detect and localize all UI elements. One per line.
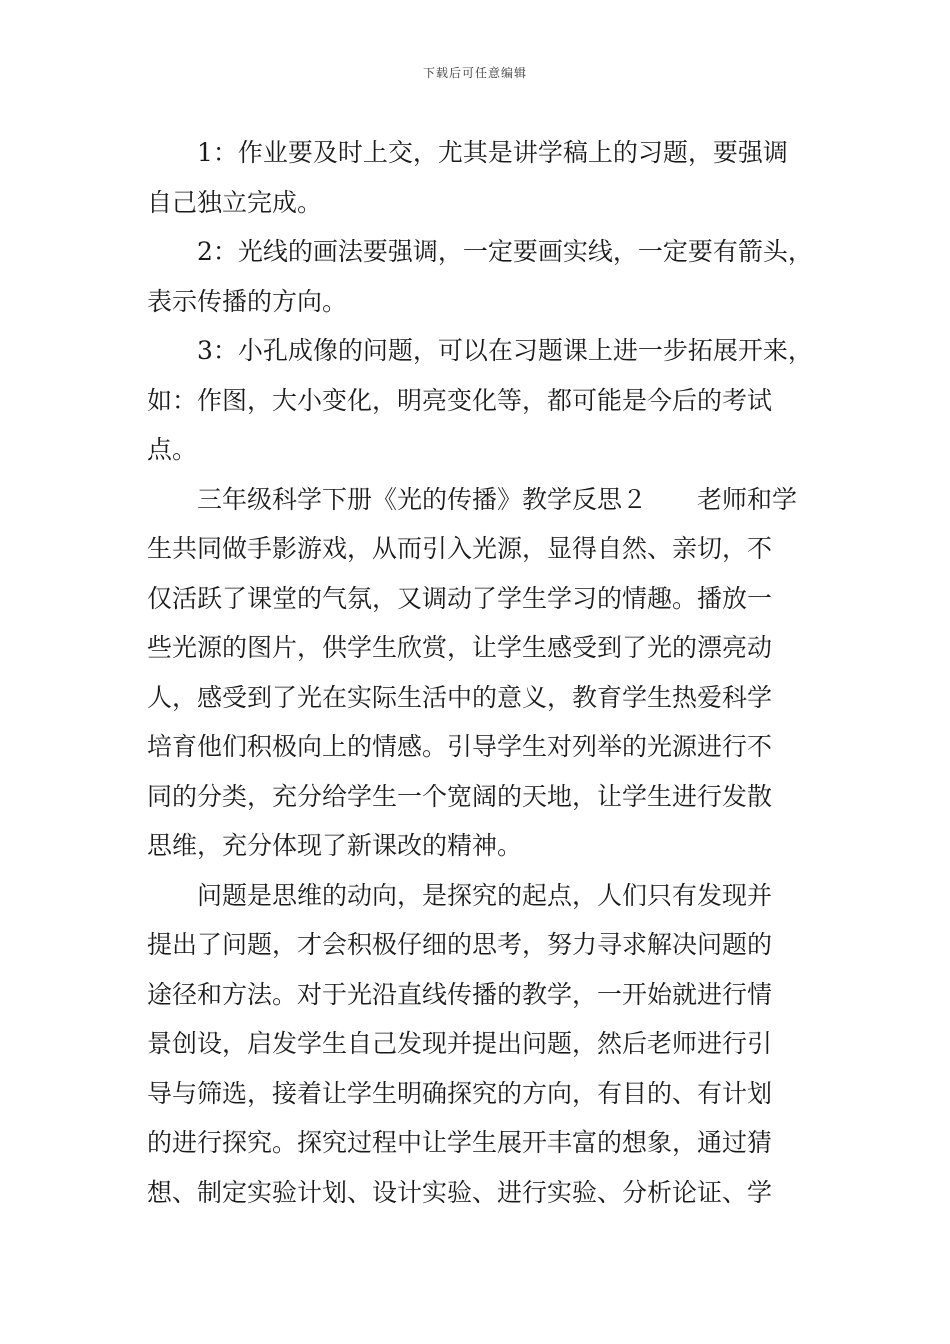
text-line: 三年级科学下册《光的传播》教学反思２ 老师和学 [197,484,798,514]
text-line: 问题是思维的动向，是探究的起点，人们只有发现并 [197,880,773,910]
text-line: 点。 [147,435,198,464]
text-line: 3：小孔成像的问题，可以在习题课上进一步拓展开来， [197,336,813,365]
text-line: 人，感受到了光在实际生活中的意义，教育学生热爱科学 [147,682,773,712]
text-line: 些光源的图片，供学生欣赏，让学生感受到了光的漂亮动 [147,633,773,662]
text-line: 培育他们积极向上的情感。引导学生对列举的光源进行不 [147,732,773,761]
text-line: 2：光线的画法要强调，一定要画实线，一定要有箭头， [197,237,813,266]
text-line: 生共同做手影游戏，从而引入光源，显得自然、亲切，不 [147,534,773,563]
text-line: 1：作业要及时上交，尤其是讲学稿上的习题，要强调 [197,138,788,167]
text-line: 景创设，启发学生自己发现并提出问题，然后老师进行引 [147,1029,773,1058]
text-line: 自己独立完成。 [147,187,323,217]
page-header: 下载后可任意编辑 [422,66,527,80]
text-line: 途径和方法。对于光沿直线传播的教学，一开始就进行情 [147,979,773,1009]
text-line: 的进行探究。探究过程中让学生展开丰富的想象，通过猜 [147,1128,773,1157]
text-line: 思维，充分体现了新课改的精神。 [147,831,523,860]
text-line: 表示传播的方向。 [147,286,348,316]
document-body [147,128,813,1217]
text-line: 仅活跃了课堂的气氛，又调动了学生学习的情趣。播放一 [147,583,773,613]
text-line: 提出了问题，才会积极仔细的思考，努力寻求解决问题的 [147,930,773,959]
text-line: 导与筛选，接着让学生明确探究的方向，有目的、有计划 [147,1078,773,1108]
text-line: 如：作图，大小变化，明亮变化等，都可能是今后的考试 [147,385,773,415]
text-line: 同的分类，充分给学生一个宽阔的天地，让学生进行发散 [147,781,773,811]
text-line: 想、制定实验计划、设计实验、进行实验、分析论证、学 [147,1177,773,1207]
